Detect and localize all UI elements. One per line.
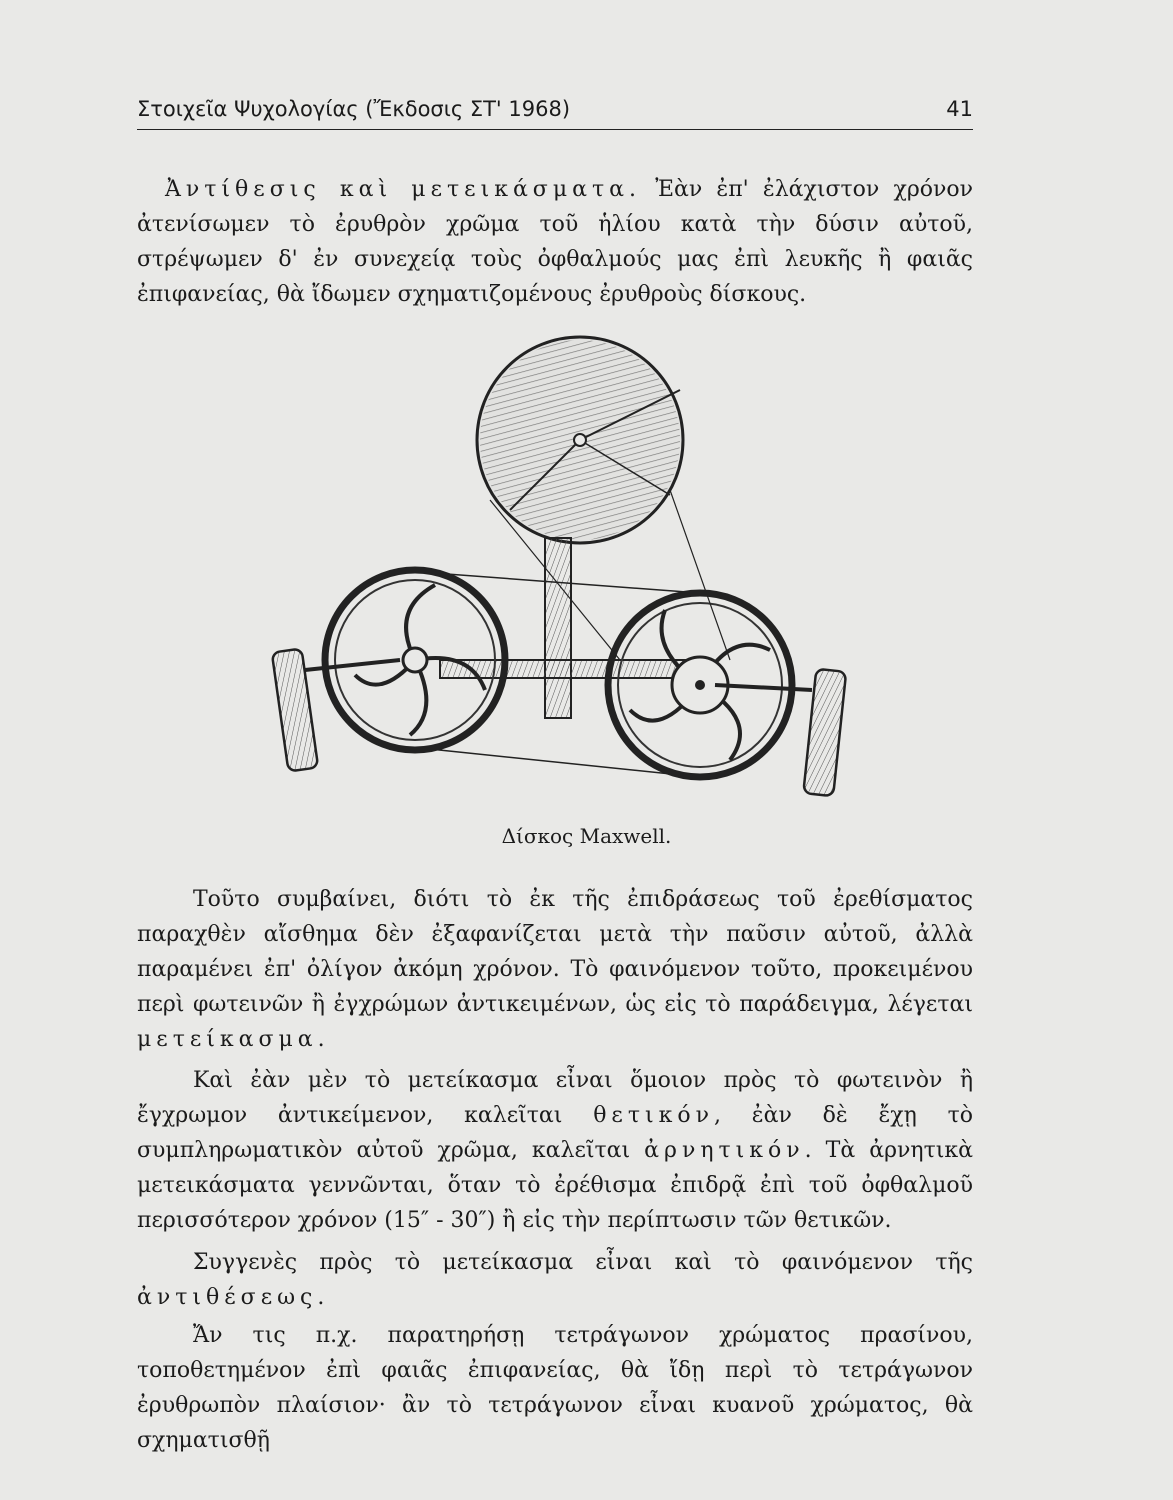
page-number: 41 bbox=[946, 97, 973, 121]
paragraph-positive-negative bbox=[137, 1063, 973, 1238]
left-crank-handle bbox=[272, 648, 400, 771]
paragraph-contrast-end: . bbox=[317, 1285, 325, 1310]
paragraph-example-text: Ἄν τις π.χ. παρατηρήσῃ τετράγωνον χρώματος πρασίνου, τοποθετημένον ἐπὶ φαιᾶς ἐπιφανείας, θὰ ἴδῃ περὶ τὸ τετράγωνον ἐρυθρωπὸν πλαίσιον· ἂν τὸ τετράγωνον εἶναι κυανοῦ χρώματος, θὰ σχηματισθῇ bbox=[137, 1323, 973, 1453]
section-term: Ἀντίθεσις καὶ μετεικάσματα. bbox=[165, 177, 641, 202]
figure-caption: Δίσκος Maxwell. bbox=[501, 824, 672, 848]
paragraph-afterimage-text: Τοῦτο συμβαίνει, διότι τὸ ἐκ τῆς ἐπιδράσεως τοῦ ἐρεθίσματος παραχθὲν αἴσθημα δὲν ἐξαφανίζεται μετὰ τὴν παῦσιν αὐτοῦ, ἀλλὰ παραμένει ἐπ' ὀλίγον ἀκόμη χρόνον. Τὸ φαινόμενον τοῦτο, προκειμένου περὶ φωτεινῶν ἢ ἐγχρώμων ἀντικειμένων, ὡς εἰς τὸ παράδειγμα, λέγεται bbox=[137, 887, 973, 1017]
right-wheel bbox=[608, 593, 792, 777]
large-disc bbox=[477, 337, 683, 543]
paragraph-contrast bbox=[137, 1245, 973, 1315]
term-positive: θετικόν bbox=[593, 1103, 714, 1128]
paragraph-afterimage bbox=[137, 882, 973, 1057]
paragraph-contrast-text: Συγγενὲς πρὸς τὸ μετείκασμα εἶναι καὶ τὸ φαινόμενον τῆς bbox=[193, 1250, 973, 1275]
running-header bbox=[137, 93, 973, 130]
intro-paragraph bbox=[137, 172, 973, 312]
term-afterimage: μετείκασμα bbox=[137, 1027, 318, 1052]
paragraph-positive-negative-a: Καὶ ἐὰν μὲν τὸ μετείκασμα εἶναι ὅμοιον πρὸς τὸ φωτεινὸν ἢ ἔγχρωμον ἀντικείμενον, καλεῖται bbox=[137, 1068, 973, 1128]
paragraph-example bbox=[137, 1318, 973, 1458]
maxwell-disc-illustration bbox=[260, 330, 880, 820]
running-title: Στοιχεῖα Ψυχολογίας (Ἔκδοσις ΣΤ' 1968) bbox=[137, 97, 571, 121]
term-contrast: ἀντιθέσεως bbox=[137, 1285, 318, 1310]
intro-text: Ἐὰν ἐπ' ἐλάχιστον χρόνον ἀτενίσωμεν τὸ ἐρυθρὸν χρῶμα τοῦ ἡλίου κατὰ τὴν δύσιν αὐτοῦ, στρέψωμεν δ' ἐν συνεχείᾳ τοὺς ὀφθαλμούς μας ἐπὶ λευκῆς ἢ φαιᾶς ἐπιφανείας, θὰ ἴδωμεν σχηματιζομένους ἐρυθροὺς δίσκους. bbox=[137, 177, 973, 307]
paragraph-positive-negative-b: , ἐὰν δὲ ἔχῃ τὸ συμπληρωματικὸν αὐτοῦ χρῶμα, καλεῖται bbox=[137, 1103, 974, 1163]
paragraph-afterimage-end: . bbox=[317, 1027, 325, 1052]
paragraph-positive-negative-c: . Τὰ ἀρνητικὰ μετεικάσματα γεννῶνται, ὅταν τὸ ἐρέθισμα ἐπιδρᾷ ἐπὶ τοῦ ὀφθαλμοῦ περισσότερον χρόνον (15″ - 30″) ἢ εἰς τὴν περίπτωσιν τῶν θετικῶν. bbox=[137, 1138, 973, 1233]
term-negative: ἀρνητικόν bbox=[644, 1138, 805, 1163]
